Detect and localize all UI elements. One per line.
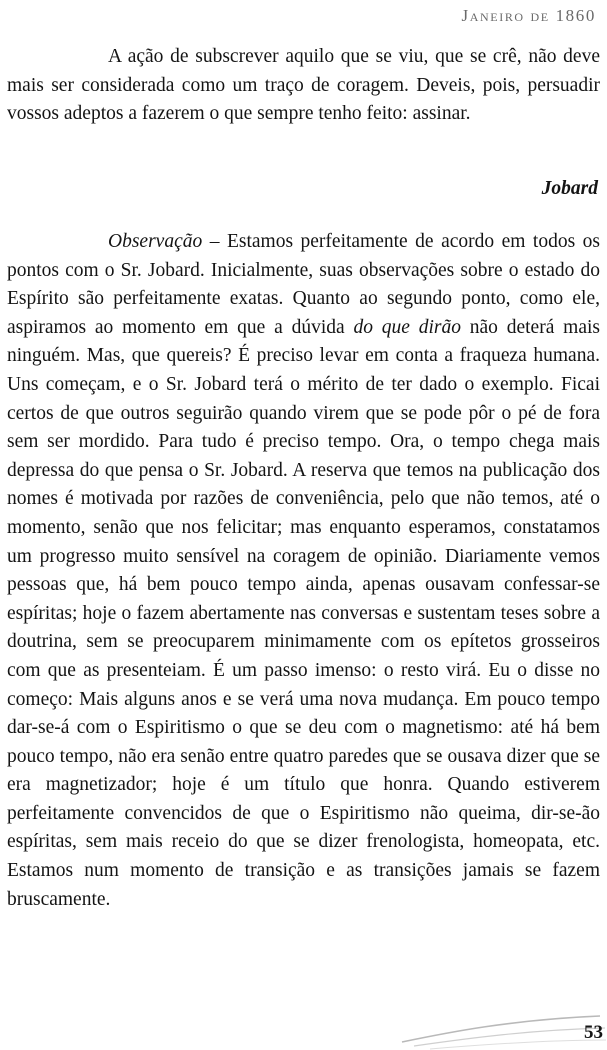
page-number: 53 [584,1022,603,1043]
letter-paragraph: A ação de subscrever aquilo que se viu, que se crê, não deve mais ser considerada como um traço de coragem. Deveis, pois, persuadir vossos adeptos a fazerem o que sempre tenho feito: assinar. [7,46,600,125]
observation-text-end: não deterá mais ninguém. Mas, que quereis? É preciso levar em conta a fraqueza humana. Uns começam, e o Sr. Jobard terá o mérito de ter dado o exemplo. Ficai certos de que outros seguirão quando virem que se pode pôr o pé de fora sem ser mordido. Para tudo é preciso tempo. Ora, o tempo chega mais depressa do que pensa o Sr. Jobard. A reserva que temos na publicação dos nomes é motivada por razões de conveniência, pelo que não temos, até o momento, senão que nos felicitar; mas enquanto esperamos, constatamos um progresso muito sensível na coragem de opinião. Diariamente vemos pessoas que, há bem pouco tempo ainda, apenas ousavam confessar-se espíritas; hoje o fazem abertamente nas conversas e sustentam teses sobre a doutrina, sem se preocuparem minimamente com os epítetos grosseiros com que as presenteiam. É um passo imenso: o resto virá. Eu o disse no começo: Mais alguns anos e se verá uma nova mudança. Em pouco tempo dar-se-á com o Espiritismo o que se deu com o magnetismo: até há bem pouco tempo, não era senão entre quatro paredes que se ousava dizer que se era magnetizador; hoje é um título que honra. Quando estiverem perfeitamente convencidos de que o Espiritismo não queima, dir-se-ão espíritas, sem mais receio do que se dizer frenologista, homeopata, etc. Estamos num momento de transição e as transições jamais se fazem bruscamente. [7,316,600,910]
observation-quoted-phrase: do que dirão [353,316,461,338]
observation-paragraph [7,228,600,914]
observation-label: Observação [108,231,203,252]
running-title: Janeiro de 1860 [461,6,596,25]
observation-text-start: – Estamos perfeitamente de acordo em todos os pontos com o Sr. Jobard. Inicialmente, suas observações sobre o estado do Espírito são perfeitamente exatas. Quanto ao segundo ponto, como ele, aspiramos ao momento em que a dúvida [7,231,600,338]
letter-signature: Jobard [541,178,598,199]
footer-swoosh-ornament [400,1008,607,1050]
